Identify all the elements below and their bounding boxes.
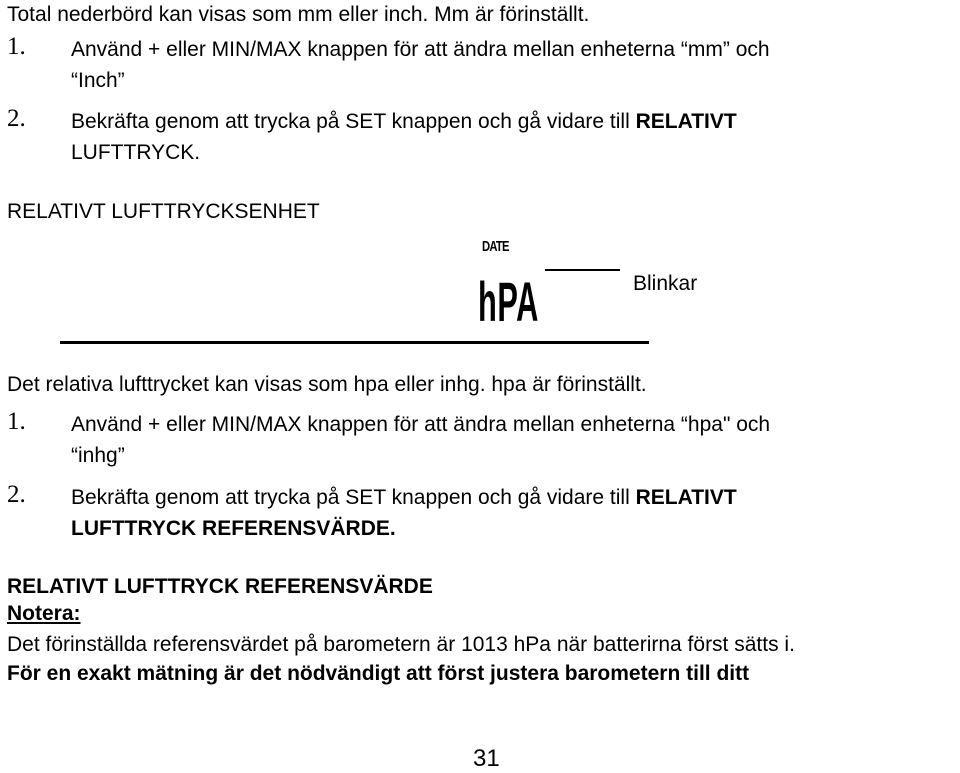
intro-text: Det relativa lufttrycket kan visas som hpa eller inhg. hpa är förinställt. [7,373,647,396]
step-text-plain: Bekräfta genom att trycka på SET knappen och gå vidare till [71,486,636,509]
step-text [71,485,737,511]
divider-line [60,341,649,344]
step-number: 1. [7,33,26,60]
section-heading: RELATIVT LUFTTRYCKSENHET [7,200,320,223]
step-text [71,140,200,166]
section-heading: RELATIVT LUFTTRYCK REFERENSVÄRDE [7,575,433,598]
lcd-unit-label: hPA [478,270,539,333]
step-text-bold: RELATIVT [635,486,737,509]
lcd-date-label: DATE [482,238,509,255]
callout-line [545,269,620,271]
step-text-plain: LUFTTRYCK [71,141,195,164]
step-text-plain: . [194,141,201,164]
step-text: “Inch” [71,69,125,92]
step-number: 2. [7,105,26,132]
callout-label: Blinkar [633,272,698,295]
step-text-bold: LUFTTRYCK REFERENSVÄRDE. [71,517,396,540]
intro-text: Total nederbörd kan visas som mm eller inch. Mm är förinställt. [7,3,590,26]
step-text: “inhg” [71,444,125,467]
step-text: Använd + eller MIN/MAX knappen för att ändra mellan enheterna “mm” och [71,38,770,61]
page-number: 31 [473,745,500,772]
step-number: 1. [7,408,26,435]
step-number: 2. [7,481,26,508]
step-text-plain: Bekräfta genom att trycka på SET knappen och gå vidare till [71,110,636,133]
step-text [71,109,737,135]
note-label: Notera: [7,602,81,625]
step-text-bold: RELATIVT [635,110,737,133]
step-text: Använd + eller MIN/MAX knappen för att ändra mellan enheterna “hpa" och [71,413,771,436]
note-text: Det förinställda referensvärdet på barometern är 1013 hPa när batterirna först sätts i. [7,633,795,656]
bold-paragraph: För en exakt mätning är det nödvändigt att först justera barometern till ditt [7,662,750,685]
